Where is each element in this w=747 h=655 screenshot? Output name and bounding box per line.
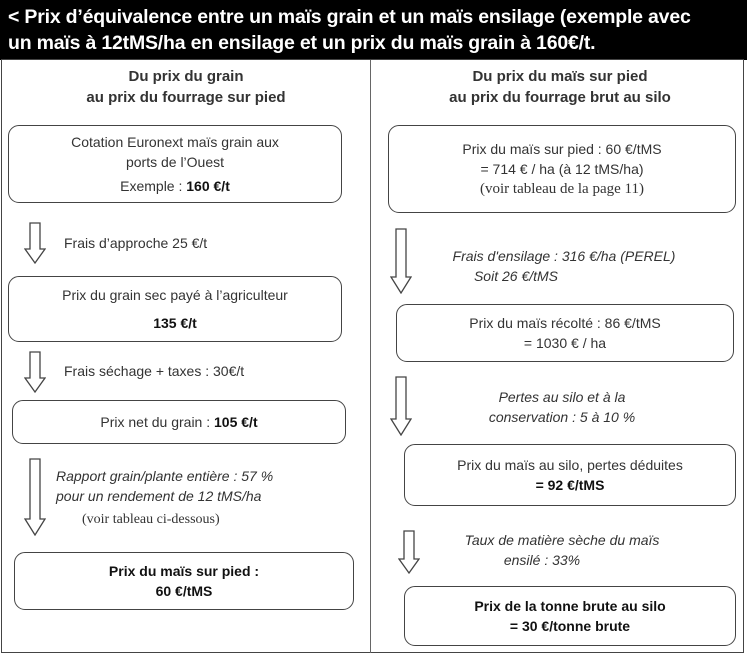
left-box4-line-1: Prix du maïs sur pied : [108,563,260,579]
down-arrow-icon [390,228,412,294]
left-box1-line-3 [120,176,230,196]
right-step-3-line-1: Taux de matière sèche du maïs [464,532,660,548]
right-box4-line-1: Prix de la tonne brute au silo [474,598,666,614]
right-heading-line-1: Du prix du maïs sur pied [472,68,648,85]
right-step-1-line-2: Soit 26 €/tMS [473,268,559,284]
title-bar [0,0,747,60]
left-box-grain-price [8,276,342,342]
right-heading-line-2: au prix du fourrage brut au silo [449,89,671,106]
right-box4-line-2: = 30 €/tonne brute [509,618,631,634]
right-box2-line-1: Prix du maïs récolté : 86 €/tMS [469,315,661,331]
left-box1-line-2: ports de l’Ouest [125,154,225,170]
left-heading-line-1: Du prix du grain [128,68,244,85]
title-line-1: < Prix d’équivalence entre un maïs grain et un maïs ensilage (exemple avec [8,6,691,28]
right-column-heading [380,66,740,108]
left-box-standing-price [14,552,354,610]
title-line-2: un maïs à 12tMS/ha en ensilage et un prix du maïs grain à 160€/t. [8,32,596,54]
left-box1-example-label: Exemple : [120,178,187,194]
right-step-2-line-2: conservation : 5 à 10 % [488,409,636,425]
left-box3-label: Prix net du grain : [100,414,215,430]
left-box1-line-1: Cotation Euronext maïs grain aux [71,134,279,150]
left-box-net-grain-price [12,400,346,444]
right-box-standing-price [388,125,736,213]
left-box2-line-2: 135 €/t [153,315,197,331]
right-box1-line-1: Prix du maïs sur pied : 60 €/tMS [462,141,662,157]
down-arrow-icon [390,376,412,436]
right-box1-line-3: (voir tableau de la page 11) [480,181,644,197]
right-step-1-line-1: Frais d'ensilage : 316 €/ha (PEREL) [452,248,676,264]
left-step-2-label: Frais séchage + taxes : 30€/t [64,363,245,379]
right-box-harvested-price [396,304,734,362]
left-box4-line-2: 60 €/tMS [155,583,213,599]
column-divider [370,60,371,653]
right-box1-line-2: = 714 € / ha (à 12 tMS/ha) [480,161,644,177]
right-box-silo-price [404,444,736,506]
left-step-1-label: Frais d’approche 25 €/t [64,235,208,251]
down-arrow-icon [398,530,420,574]
left-step-3-line-2: pour un rendement de 12 tMS/ha [56,488,262,504]
right-box-raw-tonne-price [404,586,736,646]
right-step-2-line-1: Pertes au silo et à la [498,389,626,405]
down-arrow-icon [24,458,46,536]
left-box3-value: 105 €/t [214,414,258,430]
right-box3-line-2: = 92 €/tMS [535,477,605,493]
left-box1-example-value: 160 €/t [186,178,230,194]
down-arrow-icon [24,351,46,393]
left-box-euronext [8,125,342,203]
right-box2-line-2: = 1030 € / ha [523,335,607,351]
left-box3-line [100,412,257,432]
left-column-heading [10,66,362,108]
left-step-3-line-1: Rapport grain/plante entière : 57 % [56,468,274,484]
down-arrow-icon [24,222,46,264]
left-box2-line-1: Prix du grain sec payé à l’agriculteur [62,287,288,303]
left-step-3-line-3: (voir tableau ci-dessous) [82,512,220,527]
left-heading-line-2: au prix du fourrage sur pied [86,89,286,106]
right-step-3-line-2: ensilé : 33% [503,552,581,568]
right-box3-line-1: Prix du maïs au silo, pertes déduites [457,457,683,473]
